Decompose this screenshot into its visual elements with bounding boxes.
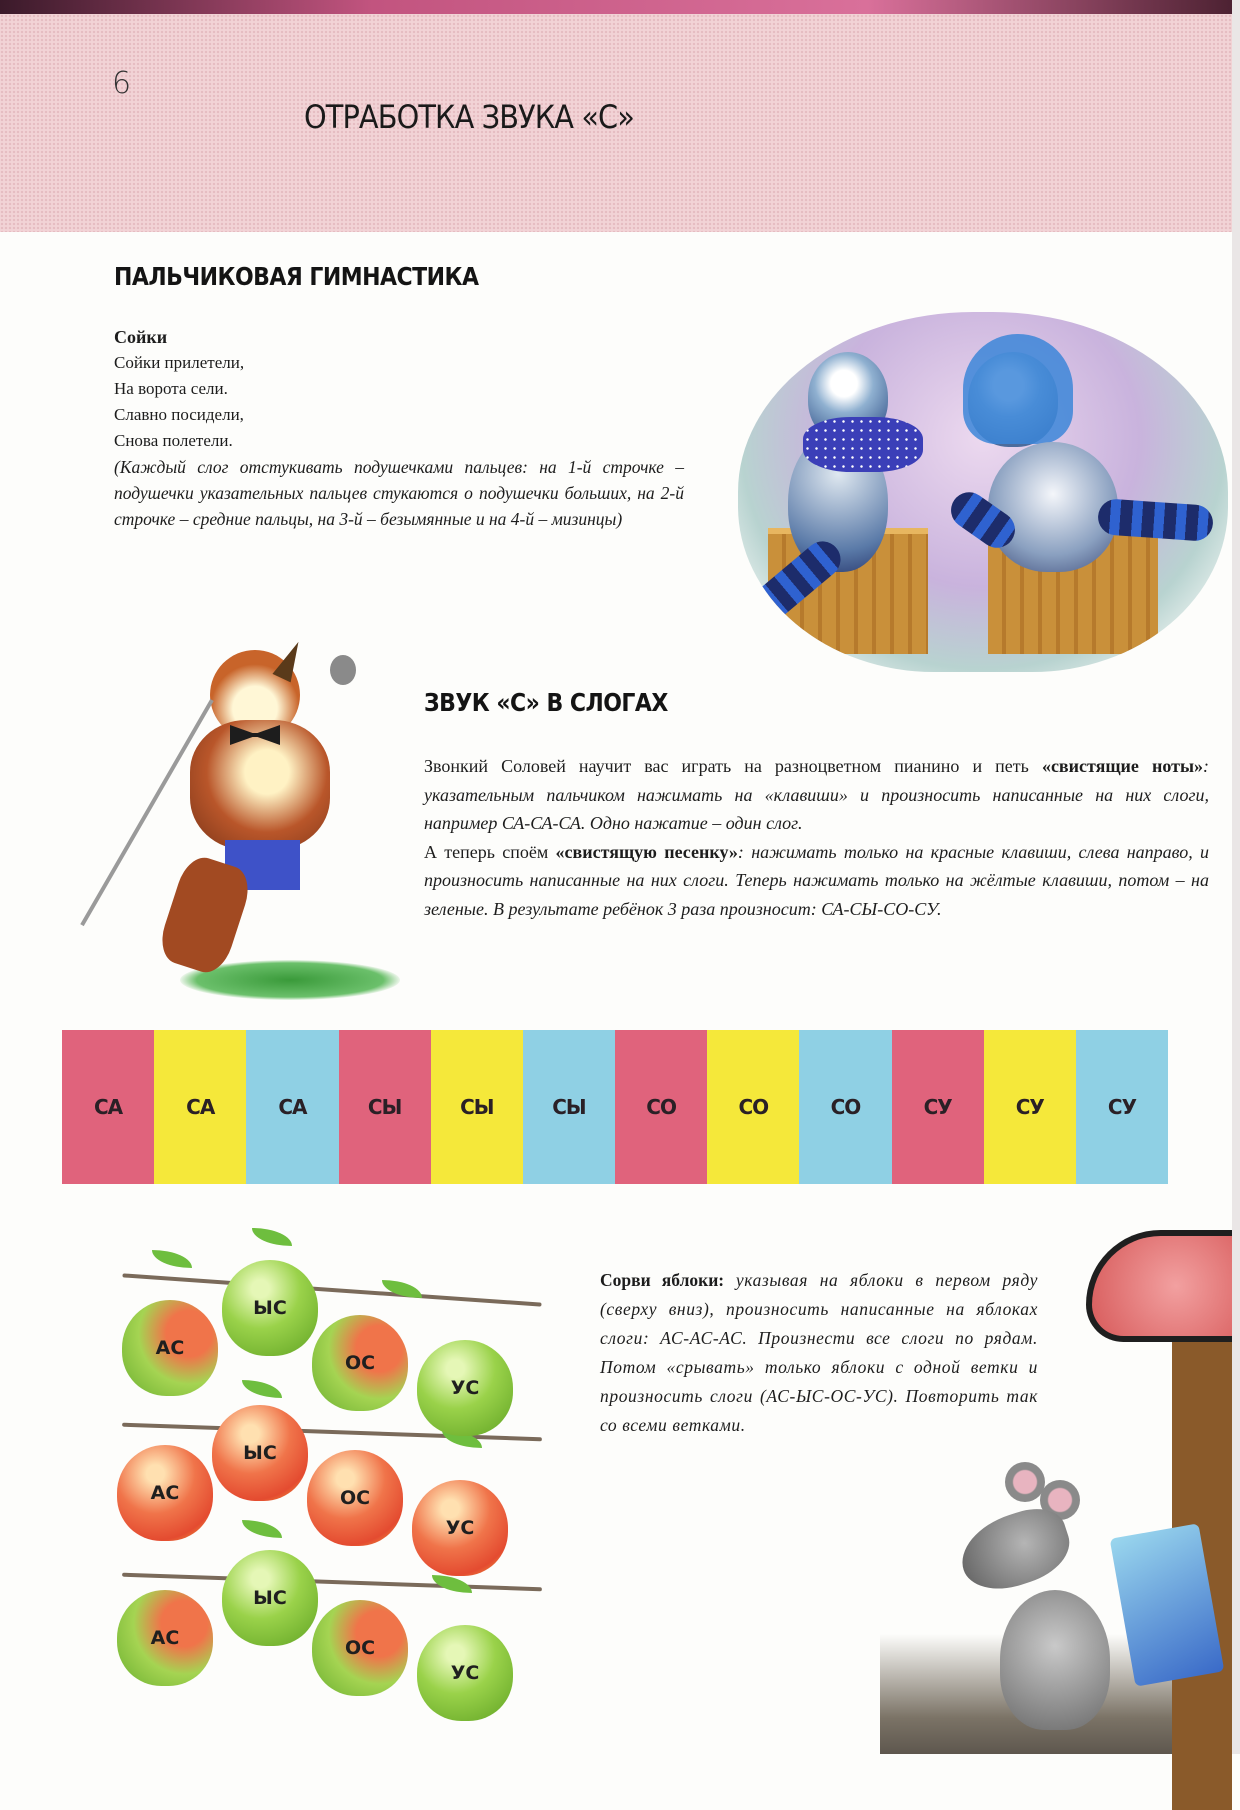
syllable-piano — [62, 1030, 1168, 1184]
leaf — [242, 1520, 282, 1538]
piano-key: СУ — [1076, 1030, 1168, 1184]
apple: УС — [417, 1625, 513, 1721]
mouse-illustration — [880, 1200, 1232, 1754]
apple-tree-illustration — [112, 1220, 542, 1740]
text-run-bold: «свистящие ноты» — [1041, 756, 1203, 776]
nightingale-illustration — [150, 630, 390, 1000]
piano-key: СЫ — [431, 1030, 523, 1184]
piano-key: СЫ — [339, 1030, 431, 1184]
branch — [122, 1573, 542, 1592]
section-heading-syllables: ЗВУК «С» В СЛОГАХ — [424, 688, 668, 717]
piano-key: СА — [62, 1030, 154, 1184]
page-title: ОТРАБОТКА ЗВУКА «С» — [304, 98, 634, 136]
jays-illustration — [738, 312, 1228, 672]
apple: ЫС — [222, 1550, 318, 1646]
apple: АС — [117, 1590, 213, 1686]
page-number: 6 — [112, 66, 132, 101]
poem-line: На ворота сели. — [114, 379, 228, 398]
apple: АС — [117, 1445, 213, 1541]
poem-title: Сойки — [114, 327, 168, 347]
poem-instruction: (Каждый слог отстукивать подушечками пальцев: на 1-й строчке – подушечки указательных пальцев стукаются о подушечки больших, на 2-й строчке – средние пальцы, на 3-й – безымянные и на 4-й – мизинцы) — [114, 457, 684, 529]
apple: ЫС — [212, 1405, 308, 1501]
section-heading-finger-gymnastics: ПАЛЬЧИКОВАЯ ГИМНАСТИКА — [114, 262, 479, 291]
apple: АС — [122, 1300, 218, 1396]
apple: ОС — [312, 1600, 408, 1696]
leaf — [432, 1575, 472, 1593]
apple: ОС — [312, 1315, 408, 1411]
apple: УС — [417, 1340, 513, 1436]
apples-instructions-text: указывая на яблоки в первом ряду (сверху вниз), произносить написанные на яблоках слоги: АС-АС-АС. Произнести все слоги по рядам. Потом «срывать» только яблоки с одной ветки и произносить слоги (АС-ЫС-ОС-УС). Повторить так со всеми ветками. — [600, 1270, 1038, 1435]
mouse-ear — [1005, 1462, 1045, 1502]
nightingale-beak — [272, 638, 307, 683]
leaf — [252, 1228, 292, 1246]
piano-key: СА — [154, 1030, 246, 1184]
piano-key: СО — [707, 1030, 799, 1184]
text-run-italic: : указательным пальчиком нажимать на «клавиши» и произносить написанные на них слоги, например СА-СА-СА. Одно нажатие – один слог. — [424, 756, 1209, 833]
leaf — [152, 1250, 192, 1268]
leaf — [242, 1380, 282, 1398]
apple: УС — [412, 1480, 508, 1576]
page-top-edge — [0, 0, 1240, 14]
nightingale-body — [190, 720, 330, 850]
mushroom-cap — [1086, 1230, 1232, 1342]
text-run-bold: «свистящую песенку» — [555, 841, 738, 862]
piano-key: СЫ — [523, 1030, 615, 1184]
text-run: А теперь споём — [424, 841, 556, 862]
apples-instructions-title: Сорви яблоки: — [600, 1270, 725, 1290]
syllables-instructions — [424, 752, 1209, 923]
jay-right-body — [988, 442, 1118, 572]
piano-key: СА — [246, 1030, 338, 1184]
jay-right-headscarf — [963, 334, 1073, 444]
piano-key: СУ — [892, 1030, 984, 1184]
poem-line: Славно посидели, — [114, 405, 244, 424]
piano-key: СО — [799, 1030, 891, 1184]
nightingale-tail — [155, 852, 256, 978]
microphone-icon — [330, 655, 356, 685]
jay-left-scarf — [803, 417, 923, 472]
apple: ОС — [307, 1450, 403, 1546]
poem-line: Снова полетели. — [114, 431, 233, 450]
poem-block — [114, 324, 684, 532]
apple: ЫС — [222, 1260, 318, 1356]
piano-key: СУ — [984, 1030, 1076, 1184]
text-run: Звонкий Соловей научит вас играть на разноцветном пианино и петь — [424, 756, 1042, 776]
text-run-italic: : нажимать только на красные клавиши, слева направо, и произносить написанные на них слоги. Теперь нажимать только на жёлтые клавиши, потом – на зеленые. В результате ребёнок 3 раза произносит: СА-СЫ-СО-СУ. — [424, 841, 1210, 919]
poem-line: Сойки прилетели, — [114, 353, 245, 372]
piano-key: СО — [615, 1030, 707, 1184]
mouse-body — [1000, 1590, 1110, 1730]
page-right-edge — [1232, 0, 1240, 1754]
